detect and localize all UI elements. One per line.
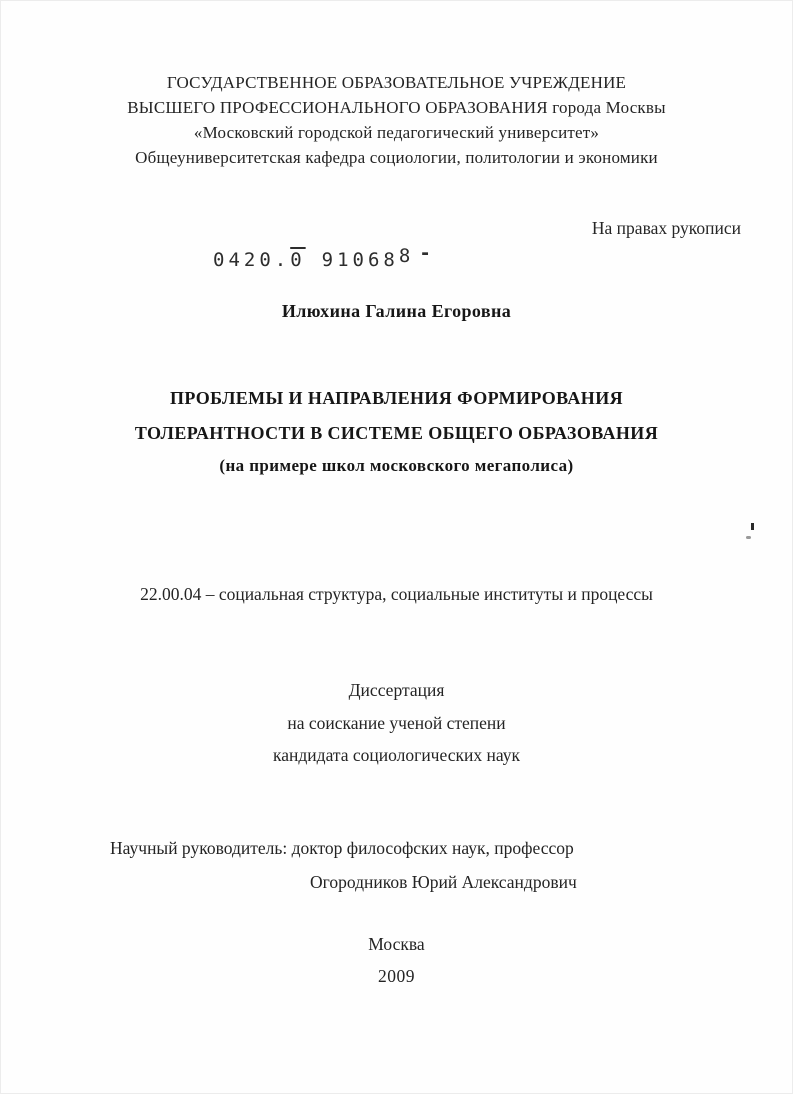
title-line-2: ТОЛЕРАНТНОСТИ В СИСТЕМЕ ОБЩЕГО ОБРАЗОВАНИЯ — [134, 423, 659, 443]
publication-city: Москва — [368, 934, 425, 954]
stamp-dash: - — [419, 242, 435, 264]
advisor-name: Огородников Юрий Александрович — [310, 872, 577, 892]
stamp-middle: 91068 — [321, 249, 399, 271]
thesis-degree-line-2: кандидата социологических наук — [273, 745, 520, 765]
stamp-overline-digit: 0 — [290, 249, 306, 271]
thesis-degree-line-1: на соискание ученой степени — [287, 713, 506, 733]
institution-line-1: ГОСУДАРСТВЕННОЕ ОБРАЗОВАТЕЛЬНОЕ УЧРЕЖДЕНИЕ — [166, 73, 627, 92]
thesis-type: Диссертация — [348, 680, 445, 700]
scan-artifact — [746, 536, 751, 539]
institution-line-2: ВЫСШЕГО ПРОФЕССИОНАЛЬНОГО ОБРАЗОВАНИЯ города Москвы — [127, 98, 666, 117]
specialty-code-line: 22.00.04 – социальная структура, социальные институты и процессы — [140, 584, 653, 604]
institution-line-4: Общеуниверситетская кафедра социологии, политологии и экономики — [135, 148, 658, 167]
institution-line-3: «Московский городской педагогический университет» — [193, 123, 600, 142]
manuscript-rights-note: На правах рукописи — [591, 218, 741, 238]
registration-number-stamp — [213, 242, 435, 271]
stamp-prefix: 0420. — [213, 249, 291, 271]
publication-year: 2009 — [378, 966, 415, 986]
title-line-1: ПРОБЛЕМЫ И НАПРАВЛЕНИЯ ФОРМИРОВАНИЯ — [170, 388, 623, 408]
scan-artifact — [751, 523, 754, 530]
author-name: Илюхина Галина Егоровна — [281, 301, 512, 321]
advisor-title-line: Научный руководитель: доктор философских наук, профессор — [110, 838, 574, 858]
stamp-raised-digit: 8 — [398, 245, 415, 267]
title-subtitle: (на примере школ московского мегаполиса) — [219, 456, 574, 475]
